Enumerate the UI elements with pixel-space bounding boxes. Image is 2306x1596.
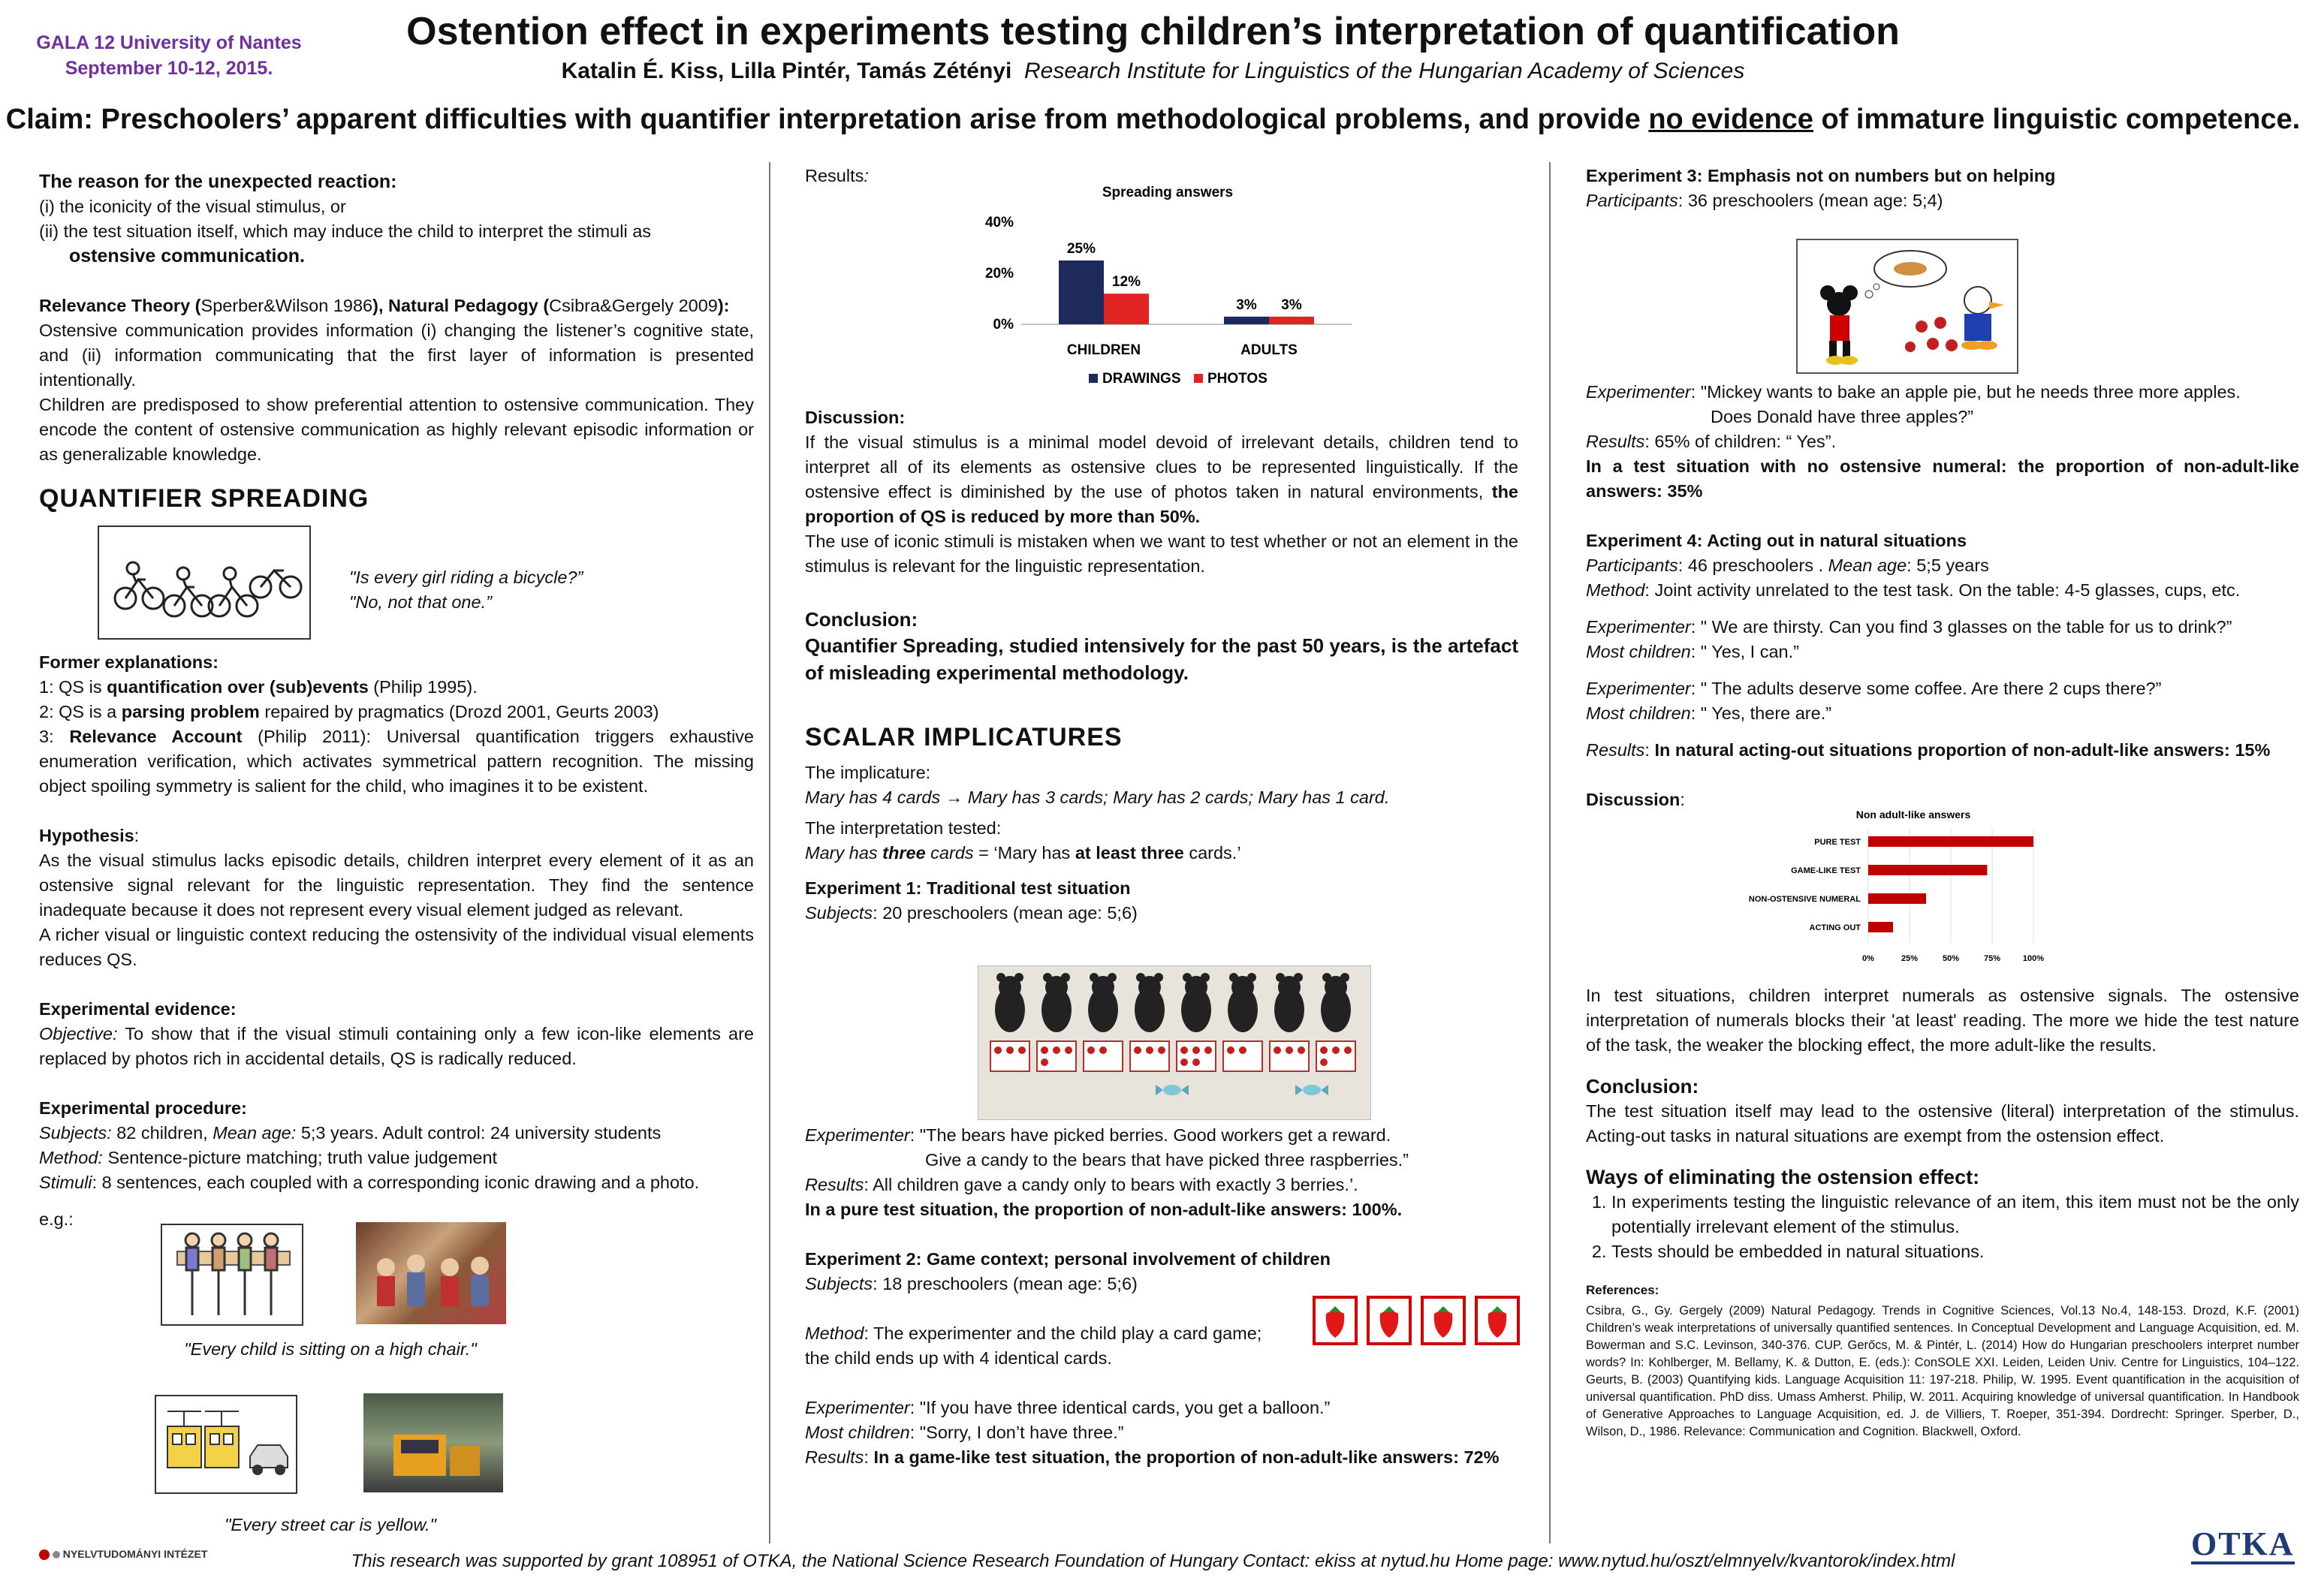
eg-label: e.g.: — [39, 1209, 74, 1229]
streetcar-photo — [363, 1393, 503, 1492]
discussion-text-2: The use of iconic stimuli is mistaken when we want to test whether or not an element in the stimulus is relevant for the linguistic representation. — [805, 531, 1518, 576]
bar-value-label: 25% — [1066, 241, 1096, 257]
bear-icon — [1274, 973, 1304, 1032]
footer-text: This research was supported by grant 108951 of OTKA, the National Science Research Foundation of Hungary Contact: ekiss at nytud.hu Home page: www.nytud.hu/oszt/elmnyelv/kvantorok/index.html — [351, 1551, 1955, 1571]
hypothesis-heading: Hypothesis: — [39, 826, 140, 845]
caption-high-chair: "Every child is sitting on a high chair." — [184, 1339, 477, 1359]
berry-card-icon — [1316, 1041, 1355, 1071]
chart-title: Spreading answers — [1102, 185, 1234, 200]
legend-label: PHOTOS — [1207, 371, 1268, 387]
y-tick-label: 40% — [984, 215, 1014, 230]
exp4-heading: Experiment 4: Acting out in natural situations — [1586, 531, 1967, 550]
former-heading: Former explanations: — [39, 652, 219, 672]
conference-line-2: September 10-12, 2015. — [65, 58, 273, 79]
discussion-heading: Discussion: — [805, 408, 906, 427]
objective: Objective: To show that if the visual stimuli containing only a few icon-like elements are replaced by photos rich in accidental details, QS is radically reduced. — [39, 1024, 754, 1068]
category-label: ACTING OUT — [1809, 923, 1861, 932]
exp3-participants: Participants: 36 preschoolers (mean age: 5;4) — [1586, 191, 1943, 210]
exp2-most: Most children: "Sorry, I don’t have three.” — [805, 1423, 1124, 1442]
exp3-results: Results: 65% of children: “ Yes”. — [1586, 432, 1837, 451]
non-adult-like-chart — [1741, 806, 2071, 979]
berry-card-icon — [1223, 1041, 1262, 1071]
x-tick-label: 0% — [1862, 954, 1874, 963]
x-tick-label: 75% — [1983, 954, 2001, 963]
implicature: Mary has 4 cards → Mary has 3 cards; Mary has 2 cards; Mary has 1 card. — [805, 787, 1390, 807]
bear-icon — [1181, 973, 1211, 1032]
caption-streetcar: "Every street car is yellow." — [225, 1515, 436, 1534]
x-tick-label: 50% — [1942, 954, 1960, 963]
exp2-method-2: the child ends up with 4 identical cards. — [805, 1348, 1112, 1368]
right-discussion-text: In test situations, children interpret numerals as ostensive signals. The ostensive interpretation of numerals blocks their 'at least' reading. The more we hide the test nature of the task, the weaker the blocking effect, the more adult-like the results. — [1586, 986, 2299, 1055]
legend-swatch — [1089, 374, 1098, 383]
hypothesis-text: As the visual stimulus lacks episodic details, children interpret every element of it as an ostensive signal relevant for the linguistic representation. They find the sentence inadequate because it does not represent every visual element judged as relevant. — [39, 851, 754, 920]
strawberry-card-icons — [1311, 1294, 1529, 1348]
qs-answer: "No, not that one.” — [349, 592, 492, 612]
y-tick-label: 20% — [984, 266, 1014, 282]
ways-heading: Ways of eliminating the ostension effect: — [1586, 1166, 1980, 1188]
exp1-results: Results: All children gave a candy only to bears with exactly 3 berries.’. — [805, 1175, 1358, 1194]
exp3-experimenter: Experimenter: "Mickey wants to bake an apple pie, but he needs three more apples. — [1586, 382, 2241, 402]
bicycle-drawing — [98, 525, 311, 640]
x-tick-label: 25% — [1901, 954, 1919, 963]
right-conclusion-text: The test situation itself may lead to the ostensive (literal) interpretation of the stimulus. Acting-out tasks in natural situations are exempt from the ostension effect. — [1586, 1101, 2299, 1146]
results-label: Results: — [805, 166, 869, 185]
right-column-lower — [1586, 983, 2299, 1441]
x-tick-label: 100% — [2022, 954, 2045, 963]
bear-icon — [1088, 973, 1118, 1032]
relevance-heading: Relevance Theory (Sperber&Wilson 1986), Natural Pedagogy (Csibra&Gergely 2009): — [39, 296, 730, 315]
former-3: 3: Relevance Account (Philip 2011): Universal quantification triggers exhaustive enumeration verification, which activates symmetrical pattern recognition. The missing object spoiling symmetry is salient for the child, who imagines it to be existent. — [39, 727, 754, 796]
exp2-heading: Experiment 2: Game context; personal involvement of children — [805, 1249, 1331, 1269]
bicycle-icon — [99, 527, 309, 638]
bar-game-like-test — [1868, 865, 1987, 875]
subjects: Subjects: 82 children, Mean age: 5;3 years. Adult control: 24 university students — [39, 1123, 662, 1143]
qs-heading: QUANTIFIER SPREADING — [39, 484, 369, 513]
strawberry-cards — [1311, 1294, 1529, 1352]
exp1-subjects: Subjects: 20 preschoolers (mean age: 5;6) — [805, 903, 1138, 923]
exp4-participants: Participants: 46 preschoolers . Mean age: 5;5 years — [1586, 556, 1989, 575]
right-conclusion-heading: Conclusion: — [1586, 1075, 1699, 1098]
bear-icon — [1041, 973, 1072, 1032]
strawberry-icon — [1422, 1297, 1464, 1344]
right-column-exp3 — [1586, 380, 2299, 812]
exp4-experimenter-2: Experimenter: " The adults deserve some coffee. Are there 2 cups there?” — [1586, 679, 2162, 698]
claim-text-2: of immature linguistic competence. — [1813, 104, 2301, 135]
ways-item-1: 1. In experiments testing the linguistic relevance of an item, this item must not be the only potentially irrelevant element of the stimulus. — [1611, 1190, 2299, 1239]
streetcar-icon — [156, 1396, 296, 1492]
former-2: 2: QS is a parsing problem repaired by pragmatics (Drozd 2001, Geurts 2003) — [39, 702, 659, 721]
conclusion-text: Quantifier Spreading, studied intensively for the past 50 years, is the artefact of misleading experimental methodology. — [805, 634, 1518, 684]
exp3-bold: In a test situation with no ostensive numeral: the proportion of non-adult-like answers: 35% — [1586, 456, 2299, 501]
berry-card-icon — [1270, 1041, 1309, 1071]
reason-heading: The reason for the unexpected reaction: — [39, 171, 397, 192]
tram-photo-icon — [363, 1393, 503, 1492]
cartoon-characters-icon — [1798, 240, 2017, 372]
exp3-experimenter-2: Does Donald have three apples?” — [1711, 407, 1974, 426]
column-divider-2 — [1549, 162, 1551, 1543]
exp1-bold: In a pure test situation, the proportion of non-adult-like answers: 100%. — [805, 1200, 1403, 1219]
children-text: Children are predisposed to show preferential attention to ostensive communication. They encode the content of ostensive communication as highly relevant episodic information or as generalizable knowledge. — [39, 395, 754, 464]
former-1: 1: QS is quantification over (sub)events (Philip 1995). — [39, 677, 478, 697]
bears-icon — [978, 966, 1370, 1119]
berry-card-icon — [1084, 1041, 1123, 1071]
reason-ii-bold: ostensive communication. — [69, 245, 305, 267]
exp4-results: Results: In natural acting-out situations proportion of non-adult-like answers: 15% — [1586, 740, 2271, 760]
ways-item-2: 2. Tests should be embedded in natural situations. — [1611, 1239, 2299, 1264]
method: Method: Sentence-picture matching; truth value judgement — [39, 1148, 498, 1167]
middle-column-discussion — [805, 405, 1518, 926]
claim — [0, 104, 2306, 136]
bear-icon — [1228, 973, 1258, 1032]
bears-image — [978, 965, 1371, 1120]
bar-drawings-adults — [1224, 317, 1269, 324]
category-label: ADULTS — [1240, 342, 1298, 358]
column-divider-1 — [769, 162, 770, 1543]
right-discussion-heading: Discussion: — [1586, 790, 1685, 809]
category-label: CHILDREN — [1066, 342, 1141, 358]
bar-non-ostensive-numeral — [1868, 893, 1926, 904]
bar-acting-out — [1868, 922, 1893, 932]
exp4-method: Method: Joint activity unrelated to the test task. On the table: 4-5 glasses, cups, etc. — [1586, 580, 2241, 600]
exp1-experimenter-2: Give a candy to the bears that have picked three raspberries.” — [925, 1150, 1409, 1170]
berry-card-icon — [1037, 1041, 1076, 1071]
refs-text: Csibra, G., Gy. Gergely (2009) Natural Pedagogy. Trends in Cognitive Sciences, Vol.13 No.4, 148-153. Drozd, K.F. (2001) Children’s weak interpretations of universally quantified sentences. In Conceptual Development and Language Acquisition, ed. M. Bowerman and S.C. Levinson, 340-376. CUP. Gerőcs, M. & Pintér, L. (2014) How do Hungarian preschoolers interpret number words? In: Kohlberger, M. Bellamy, K. & Dutton, E. (eds.): ConSOLE XXI. Leiden, Leiden Univ. Centre for Linguistics, 104–122. Geurts, B. (2003) Quantifying kids. Language Acquisition 11: 197-218. Philip, W. 1995. Event quantification in the acquisition of universal quantification. PhD diss. Umass Amherst. Philip, W. 2011. Acquiring knowledge of universal quantification. In Handbook of Generative Approaches to Language Acquisition, ed. J. de Villiers, T. Roeper, 351-394. Dordrecht: Springer. Sperber, D., Wilson, D., 1986. Relevance: Communication and Cognition. Blackwell, Oxford. — [1586, 1304, 2299, 1438]
candy-icon — [1295, 1085, 1328, 1095]
reason-ii: (ii) the test situation itself, which may induce the child to interpret the stimuli as — [39, 221, 652, 241]
poster-title: Ostention effect in experiments testing children’s interpretation of quantification — [406, 10, 1900, 53]
evidence-heading: Experimental evidence: — [39, 999, 237, 1019]
claim-text-1: Claim: Preschoolers’ apparent difficulties with quantifier interpretation arise from methodological problems, and provide — [5, 104, 1649, 135]
category-label: GAME-LIKE TEST — [1791, 866, 1861, 875]
high-chair-photo — [356, 1222, 506, 1324]
chairs-icon — [162, 1225, 302, 1324]
spreading-answers-chart — [969, 177, 1367, 395]
left-column — [39, 170, 754, 511]
bar-pure-test — [1868, 836, 2033, 847]
bar-value-label: 3% — [1281, 297, 1302, 313]
exp2-method: Method: The experimenter and the child play a card game; — [805, 1323, 1262, 1343]
strawberry-icon — [1368, 1297, 1410, 1344]
people-photo-icon — [356, 1222, 506, 1324]
procedure-heading: Experimental procedure: — [39, 1098, 247, 1118]
category-label: PURE TEST — [1814, 838, 1861, 847]
exp2-results: Results: In a game-like test situation, the proportion of non-adult-like answers: 72% — [805, 1447, 1500, 1467]
exp3-heading: Experiment 3: Emphasis not on numbers but on helping — [1586, 166, 2056, 185]
qs-question: "Is every girl riding a bicycle?” — [349, 568, 583, 587]
interp: Mary has three cards = ‘Mary has at least three cards.’ — [805, 843, 1241, 863]
reason-i: (i) the iconicity of the visual stimulus, or — [39, 197, 346, 216]
bear-icon — [995, 973, 1025, 1032]
author-line — [0, 59, 2306, 84]
claim-underlined: no evidence — [1648, 104, 1813, 135]
ways-list — [1586, 1190, 2299, 1264]
chart2-title: Non adult-like answers — [1855, 809, 1971, 821]
otka-logo: OTKA — [2191, 1527, 2295, 1564]
category-label: NON-OSTENSIVE NUMERAL — [1748, 895, 1861, 904]
exp4-most-1: Most children: " Yes, I can.” — [1586, 642, 1799, 661]
refs-heading: References: — [1586, 1283, 1659, 1297]
left-column-lower — [39, 650, 754, 1232]
si-heading: SCALAR IMPLICATURES — [805, 723, 1123, 751]
bar-drawings-children — [1059, 260, 1104, 324]
exp4-most-2: Most children: " Yes, there are.” — [1586, 703, 1832, 723]
exp2-subjects: Subjects: 18 preschoolers (mean age: 5;6) — [805, 1274, 1138, 1293]
implicature-label: The implicature: — [805, 763, 931, 782]
relevance-text: Ostensive communication provides information (i) changing the listener’s cognitive state, and (ii) information communicating that the first layer of information is presented intentionally. — [39, 321, 754, 390]
streetcar-drawing — [155, 1395, 297, 1494]
legend-label: DRAWINGS — [1102, 371, 1181, 387]
hypothesis-text-2: A richer visual or linguistic context reducing the ostensivity of the individual visual elements reduces QS. — [39, 925, 754, 969]
conclusion-heading: Conclusion: — [805, 608, 918, 631]
discussion-text: If the visual stimulus is a minimal model devoid of irrelevant details, children tend to interpret all of its elements as ostensive clues to be represented linguistically. If the ostensive effect is diminished by the use of photos taken in natural environments, the proportion of QS is reduced by more than 50%. — [805, 432, 1518, 526]
strawberry-icon — [1314, 1297, 1356, 1344]
conference-line-1: GALA 12 University of Nantes — [36, 32, 302, 53]
exp4-experimenter-1: Experimenter: " We are thirsty. Can you find 3 glasses on the table for us to drink?” — [1586, 617, 2232, 637]
authors: Katalin É. Kiss, Lilla Pintér, Tamás Zétényi — [561, 59, 1012, 83]
berry-card-icon — [1177, 1041, 1216, 1071]
bar-value-label: 3% — [1236, 297, 1257, 313]
bar-photos-children — [1104, 294, 1149, 324]
stimuli: Stimuli: 8 sentences, each coupled with a corresponding iconic drawing and a photo. — [39, 1173, 700, 1192]
nytud-logo-text: NYELVTUDOMÁNYI INTÉZET — [62, 1548, 208, 1560]
interp-label: The interpretation tested: — [805, 818, 1002, 838]
berry-card-icon — [990, 1041, 1029, 1071]
bear-icon — [1321, 973, 1351, 1032]
institute: Research Institute for Linguistics of the Hungarian Academy of Sciences — [1023, 59, 1745, 83]
high-chair-drawing — [161, 1224, 303, 1326]
bear-icon — [1135, 973, 1165, 1032]
bar-value-label: 12% — [1111, 274, 1141, 291]
mickey-donald-image — [1796, 239, 2018, 374]
right-column-top — [1586, 164, 2299, 213]
candy-icon — [1156, 1085, 1189, 1095]
berry-card-icon — [1130, 1041, 1169, 1071]
strawberry-icon — [1476, 1297, 1518, 1344]
y-tick-label: 0% — [993, 317, 1014, 333]
exp1-experimenter: Experimenter: "The bears have picked berries. Good workers get a reward. — [805, 1125, 1391, 1145]
bar-photos-adults — [1269, 317, 1314, 324]
legend-swatch — [1194, 374, 1203, 383]
exp2-experimenter: Experimenter: "If you have three identical cards, you get a balloon.” — [805, 1398, 1331, 1417]
exp1-heading: Experiment 1: Traditional test situation — [805, 878, 1131, 898]
